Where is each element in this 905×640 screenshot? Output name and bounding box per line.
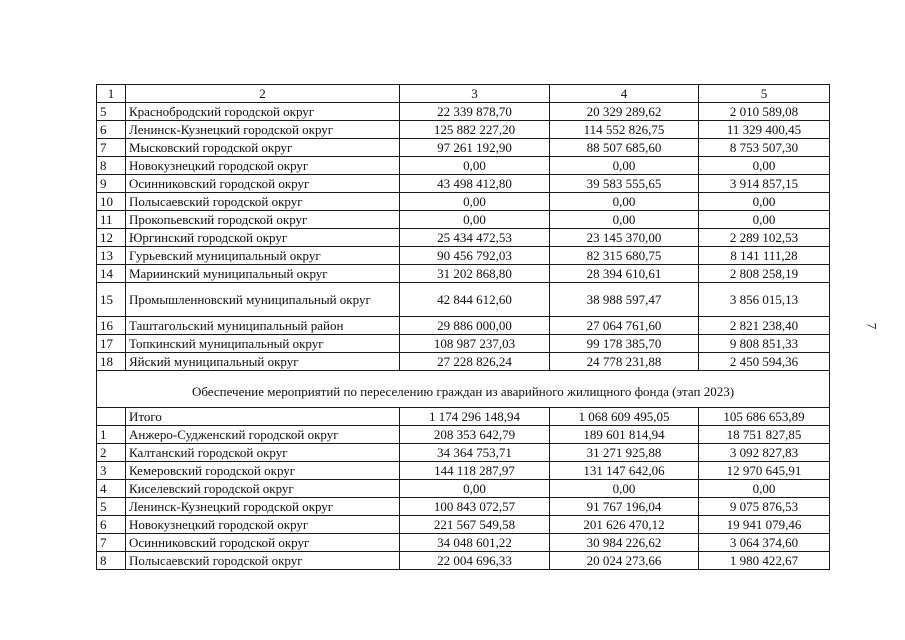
- row-number-cell: 18: [97, 353, 126, 371]
- row-number-cell: 9: [97, 175, 126, 193]
- table-row: [97, 426, 830, 444]
- municipality-name-cell: Полысаевский городской округ: [126, 552, 400, 570]
- amount-total-cell: 42 844 612,60: [400, 283, 550, 317]
- amount-total-cell: 22 004 696,33: [400, 552, 550, 570]
- row-number-cell: 1: [97, 85, 126, 103]
- amount-col5-cell: 2 010 589,08: [699, 103, 830, 121]
- table-row: [97, 498, 830, 516]
- amount-total-cell: 3: [400, 85, 550, 103]
- municipality-name-cell: Юргинский городской округ: [126, 229, 400, 247]
- municipality-name-cell: Краснобродский городской округ: [126, 103, 400, 121]
- municipality-name-cell: Итого: [126, 408, 400, 426]
- amount-total-cell: 31 202 868,80: [400, 265, 550, 283]
- row-number-cell: 4: [97, 480, 126, 498]
- row-number-cell: 1: [97, 426, 126, 444]
- row-number-cell: 15: [97, 283, 126, 317]
- table-row: [97, 265, 830, 283]
- row-number-cell: 8: [97, 552, 126, 570]
- table-row: [97, 480, 830, 498]
- municipality-name-cell: Мариинский муниципальный округ: [126, 265, 400, 283]
- table-row: [97, 516, 830, 534]
- table-row: [97, 317, 830, 335]
- amount-total-cell: 221 567 549,58: [400, 516, 550, 534]
- table-row: [97, 175, 830, 193]
- municipality-name-cell: Яйский муниципальный округ: [126, 353, 400, 371]
- municipality-name-cell: Таштагольский муниципальный район: [126, 317, 400, 335]
- amount-col4-cell: 30 984 226,62: [550, 534, 699, 552]
- amount-col4-cell: 99 178 385,70: [550, 335, 699, 353]
- row-number-cell: 17: [97, 335, 126, 353]
- amount-col4-cell: 38 988 597,47: [550, 283, 699, 317]
- amount-col5-cell: 105 686 653,89: [699, 408, 830, 426]
- municipality-name-cell: Анжеро-Судженский городской округ: [126, 426, 400, 444]
- amount-col5-cell: 3 064 374,60: [699, 534, 830, 552]
- municipality-name-cell: Топкинский муниципальный округ: [126, 335, 400, 353]
- table-row: [97, 534, 830, 552]
- table-row: [97, 157, 830, 175]
- amount-col5-cell: 0,00: [699, 193, 830, 211]
- amount-col4-cell: 0,00: [550, 480, 699, 498]
- amount-total-cell: 22 339 878,70: [400, 103, 550, 121]
- amount-col4-cell: 88 507 685,60: [550, 139, 699, 157]
- row-number-cell: 12: [97, 229, 126, 247]
- amount-col4-cell: 24 778 231,88: [550, 353, 699, 371]
- municipality-name-cell: Новокузнецкий городской округ: [126, 516, 400, 534]
- amount-col4-cell: 0,00: [550, 157, 699, 175]
- municipality-name-cell: Киселевский городской округ: [126, 480, 400, 498]
- table-row: [97, 247, 830, 265]
- table-body: [97, 85, 830, 570]
- row-number-cell: 6: [97, 516, 126, 534]
- amount-col5-cell: 2 450 594,36: [699, 353, 830, 371]
- amount-total-cell: 43 498 412,80: [400, 175, 550, 193]
- table-row: [97, 462, 830, 480]
- amount-total-cell: 125 882 227,20: [400, 121, 550, 139]
- amount-total-cell: 108 987 237,03: [400, 335, 550, 353]
- municipality-name-cell: Кемеровский городской округ: [126, 462, 400, 480]
- section-title-row: [97, 371, 830, 408]
- municipality-name-cell: Ленинск-Кузнецкий городской округ: [126, 498, 400, 516]
- amount-col5-cell: 11 329 400,45: [699, 121, 830, 139]
- municipality-name-cell: Гурьевский муниципальный округ: [126, 247, 400, 265]
- amount-col5-cell: 3 856 015,13: [699, 283, 830, 317]
- amount-total-cell: 27 228 826,24: [400, 353, 550, 371]
- row-number-cell: 6: [97, 121, 126, 139]
- municipality-name-cell: Прокопьевский городской округ: [126, 211, 400, 229]
- table-row: [97, 444, 830, 462]
- row-number-cell: 8: [97, 157, 126, 175]
- amount-col5-cell: 3 914 857,15: [699, 175, 830, 193]
- municipality-name-cell: Осинниковский городской округ: [126, 534, 400, 552]
- amount-col4-cell: 131 147 642,06: [550, 462, 699, 480]
- amount-col5-cell: 12 970 645,91: [699, 462, 830, 480]
- amount-col5-cell: 1 980 422,67: [699, 552, 830, 570]
- amount-total-cell: 29 886 000,00: [400, 317, 550, 335]
- amount-col4-cell: 20 329 289,62: [550, 103, 699, 121]
- row-number-cell: 2: [97, 444, 126, 462]
- amount-col5-cell: 0,00: [699, 157, 830, 175]
- amount-total-cell: 0,00: [400, 157, 550, 175]
- table-row: [97, 552, 830, 570]
- table-row: [97, 193, 830, 211]
- municipality-name-cell: Мысковский городской округ: [126, 139, 400, 157]
- amount-col5-cell: 8 753 507,30: [699, 139, 830, 157]
- municipality-name-cell: 2: [126, 85, 400, 103]
- row-number-cell: 10: [97, 193, 126, 211]
- amount-col5-cell: 9 808 851,33: [699, 335, 830, 353]
- municipality-name-cell: Полысаевский городской округ: [126, 193, 400, 211]
- municipality-name-cell: Осинниковский городской округ: [126, 175, 400, 193]
- amount-col4-cell: 28 394 610,61: [550, 265, 699, 283]
- section-title: Обеспечение мероприятий по переселению граждан из аварийного жилищного фонда (этап 2023): [97, 371, 830, 408]
- amount-col5-cell: 2 821 238,40: [699, 317, 830, 335]
- amount-total-cell: 34 048 601,22: [400, 534, 550, 552]
- table-row: [97, 353, 830, 371]
- amount-col4-cell: 0,00: [550, 193, 699, 211]
- municipality-name-cell: Ленинск-Кузнецкий городской округ: [126, 121, 400, 139]
- amount-col4-cell: 82 315 680,75: [550, 247, 699, 265]
- amount-col4-cell: 31 271 925,88: [550, 444, 699, 462]
- amount-total-cell: 34 364 753,71: [400, 444, 550, 462]
- amount-col4-cell: 27 064 761,60: [550, 317, 699, 335]
- amount-col5-cell: 5: [699, 85, 830, 103]
- amount-total-cell: 0,00: [400, 211, 550, 229]
- row-number-cell: 5: [97, 103, 126, 121]
- amount-total-cell: 25 434 472,53: [400, 229, 550, 247]
- row-number-cell: 14: [97, 265, 126, 283]
- amount-col4-cell: 20 024 273,66: [550, 552, 699, 570]
- amount-col5-cell: 0,00: [699, 211, 830, 229]
- amount-col4-cell: 114 552 826,75: [550, 121, 699, 139]
- amount-col4-cell: 189 601 814,94: [550, 426, 699, 444]
- amount-total-cell: 0,00: [400, 193, 550, 211]
- data-table: [96, 84, 830, 570]
- amount-col4-cell: 23 145 370,00: [550, 229, 699, 247]
- amount-col4-cell: 39 583 555,65: [550, 175, 699, 193]
- amount-col5-cell: 9 075 876,53: [699, 498, 830, 516]
- amount-total-cell: 100 843 072,57: [400, 498, 550, 516]
- amount-total-cell: 144 118 287,97: [400, 462, 550, 480]
- row-number-cell: 16: [97, 317, 126, 335]
- amount-total-cell: 97 261 192,90: [400, 139, 550, 157]
- page-number: 7: [864, 322, 880, 330]
- amount-col4-cell: 0,00: [550, 211, 699, 229]
- municipality-name-cell: Калтанский городской округ: [126, 444, 400, 462]
- municipality-name-cell: Промышленновский муниципальный округ: [126, 283, 400, 317]
- amount-col5-cell: 19 941 079,46: [699, 516, 830, 534]
- amount-col4-cell: 91 767 196,04: [550, 498, 699, 516]
- total-row: [97, 408, 830, 426]
- table-row: [97, 121, 830, 139]
- amount-col5-cell: 0,00: [699, 480, 830, 498]
- row-number-cell: 11: [97, 211, 126, 229]
- header-row: [97, 85, 830, 103]
- amount-col4-cell: 201 626 470,12: [550, 516, 699, 534]
- amount-col4-cell: 1 068 609 495,05: [550, 408, 699, 426]
- table-row: [97, 139, 830, 157]
- amount-total-cell: 90 456 792,03: [400, 247, 550, 265]
- table-row: [97, 211, 830, 229]
- amount-total-cell: 1 174 296 148,94: [400, 408, 550, 426]
- row-number-cell: 7: [97, 139, 126, 157]
- amount-total-cell: 0,00: [400, 480, 550, 498]
- table-row: [97, 283, 830, 317]
- amount-total-cell: 208 353 642,79: [400, 426, 550, 444]
- amount-col5-cell: 18 751 827,85: [699, 426, 830, 444]
- municipality-name-cell: Новокузнецкий городской округ: [126, 157, 400, 175]
- amount-col5-cell: 8 141 111,28: [699, 247, 830, 265]
- table-row: [97, 103, 830, 121]
- amount-col5-cell: 2 289 102,53: [699, 229, 830, 247]
- row-number-cell: 3: [97, 462, 126, 480]
- amount-col5-cell: 3 092 827,83: [699, 444, 830, 462]
- row-number-cell: 5: [97, 498, 126, 516]
- row-number-cell: 7: [97, 534, 126, 552]
- row-number-cell: [97, 408, 126, 426]
- amount-col4-cell: 4: [550, 85, 699, 103]
- amount-col5-cell: 2 808 258,19: [699, 265, 830, 283]
- table-row: [97, 229, 830, 247]
- table-row: [97, 335, 830, 353]
- row-number-cell: 13: [97, 247, 126, 265]
